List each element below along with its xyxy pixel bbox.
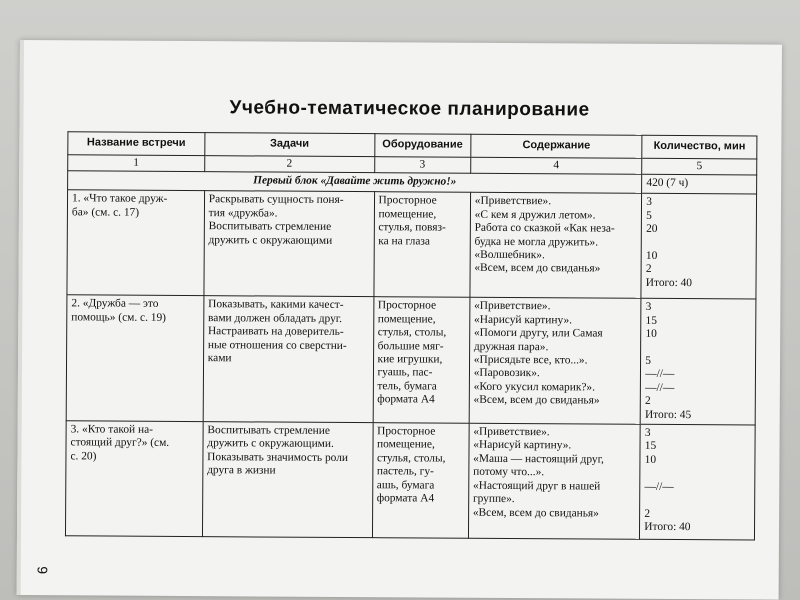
tasks-cell bbox=[202, 422, 372, 538]
header-minutes: Количество, мин bbox=[642, 135, 757, 159]
cell-line: дружить с окружающими bbox=[208, 233, 333, 247]
cell-line: 3 bbox=[644, 426, 651, 439]
cell-line: «Присядьте все, кто...». bbox=[473, 353, 588, 367]
cell-line: Показывать, какими качест- bbox=[208, 298, 344, 312]
cell-line: гуашь, пас- bbox=[377, 366, 433, 379]
cell-line: стулья, столы, bbox=[376, 452, 446, 465]
cell-line: помещение, bbox=[377, 313, 436, 326]
cell-line: «Всем, всем до свиданья» bbox=[472, 506, 599, 520]
cell-line: 5 bbox=[646, 209, 652, 222]
cell-line: 15 bbox=[645, 314, 657, 327]
column-number: 3 bbox=[374, 157, 470, 174]
cell-line: «Всем, всем до свиданья» bbox=[474, 262, 601, 275]
cell-line: стулья, повяз- bbox=[378, 221, 446, 234]
cell-line: «Паровозик». bbox=[473, 367, 540, 380]
cell-line: «Маша — настоящий друг, bbox=[473, 452, 604, 466]
cell-line: вами должен обладать друг. bbox=[208, 311, 343, 325]
equipment-cell bbox=[373, 192, 470, 298]
cell-line: 3 bbox=[646, 196, 653, 209]
cell-line: Воспитывать стремление bbox=[208, 220, 332, 234]
meeting-name-cell bbox=[65, 421, 202, 537]
cell-line: «Настоящий друг в нашей bbox=[473, 479, 601, 493]
cell-line: дружная пара». bbox=[473, 340, 549, 353]
cell-line bbox=[645, 341, 751, 355]
cell-line: «Нарисуй картину». bbox=[474, 313, 573, 327]
cell-line bbox=[644, 494, 750, 508]
minutes-cell bbox=[641, 194, 756, 300]
cell-line: 1. «Что такое друж- bbox=[71, 192, 168, 206]
column-number: 5 bbox=[642, 158, 757, 175]
cell-line: 10 bbox=[645, 249, 658, 262]
cell-line: Воспитывать стремление bbox=[207, 424, 330, 437]
cell-line: 3. «Кто такой на- bbox=[70, 423, 154, 436]
cell-line: дружить с окружающими. bbox=[207, 437, 334, 451]
cell-line: кие игрушки, bbox=[377, 353, 443, 366]
content-cell bbox=[469, 298, 641, 425]
header-content: Содержание bbox=[471, 134, 643, 158]
column-number: 2 bbox=[204, 156, 374, 173]
cell-line: 2. «Дружба — это bbox=[71, 297, 159, 311]
cell-line: формата А4 bbox=[376, 492, 435, 505]
book-page bbox=[17, 40, 782, 600]
cell-line: 15 bbox=[644, 440, 657, 453]
column-number: 4 bbox=[470, 157, 642, 174]
header-tasks: Задачи bbox=[205, 133, 375, 157]
tasks-cell bbox=[203, 296, 374, 423]
tasks-cell bbox=[204, 191, 374, 297]
table-row bbox=[65, 421, 755, 540]
header-equipment: Оборудование bbox=[374, 134, 470, 158]
cell-line: ба» (см. с. 17) bbox=[71, 206, 140, 219]
cell-line: «Приветствие». bbox=[474, 300, 551, 313]
cell-line: потому что...». bbox=[473, 466, 545, 479]
cell-line: стулья, столы, bbox=[377, 326, 447, 339]
cell-line: «Нарисуй картину». bbox=[473, 439, 572, 452]
cell-line: с. 20) bbox=[70, 450, 97, 463]
cell-line: «Помоги другу, или Самая bbox=[473, 326, 603, 340]
meeting-name-cell bbox=[67, 190, 204, 296]
planning-table bbox=[65, 131, 757, 540]
cell-line: помощь» (см. с. 19) bbox=[71, 311, 167, 324]
block-title: Первый блок «Давайте жить дружно!» bbox=[68, 171, 642, 194]
cell-line: «Приветствие». bbox=[473, 425, 550, 439]
cell-line: ка на глаза bbox=[378, 234, 430, 248]
cell-line: 2 bbox=[644, 507, 651, 520]
cell-line: Итого: 45 bbox=[644, 408, 692, 421]
cell-line: тия «дружба». bbox=[208, 206, 278, 220]
cell-line: 3 bbox=[645, 301, 652, 314]
header-name: Название встречи bbox=[68, 132, 205, 156]
cell-line: Просторное bbox=[378, 194, 437, 207]
cell-line: ашь, бумага bbox=[376, 478, 435, 492]
cell-line bbox=[646, 236, 752, 250]
cell-line: помещение, bbox=[377, 438, 435, 452]
cell-line: «С кем я дружил летом». bbox=[474, 208, 596, 222]
cell-line: группе». bbox=[472, 492, 515, 506]
page-number: 9 bbox=[34, 566, 51, 575]
table-row bbox=[66, 295, 756, 425]
column-number: 1 bbox=[68, 155, 205, 172]
equipment-cell bbox=[372, 423, 469, 539]
cell-line: помещение, bbox=[378, 208, 437, 221]
meeting-name-cell bbox=[66, 295, 204, 421]
cell-line: Настраивать на доверитель- bbox=[207, 325, 344, 339]
cell-line: Работа со сказкой «Как неза- bbox=[474, 221, 615, 235]
cell-line: тель, бумага bbox=[377, 380, 437, 393]
cell-line: 2 bbox=[645, 263, 652, 276]
cell-line: пастель, гу- bbox=[376, 465, 434, 478]
cell-line: «Волшебник». bbox=[474, 248, 545, 262]
cell-line: 20 bbox=[646, 223, 658, 236]
cell-line: Итого: 40 bbox=[644, 520, 691, 534]
cell-line: 10 bbox=[645, 328, 657, 341]
cell-line: Итого: 40 bbox=[645, 276, 693, 289]
cell-line: друга в жизни bbox=[207, 464, 276, 477]
cell-line: стоящий друг?» (см. bbox=[70, 436, 170, 450]
equipment-cell bbox=[373, 297, 470, 423]
cell-line: ные отношения со сверстни- bbox=[207, 338, 347, 352]
cell-line: Раскрывать сущность поня- bbox=[208, 193, 344, 207]
cell-line bbox=[645, 467, 751, 481]
cell-line: «Приветствие». bbox=[474, 195, 552, 208]
cell-line: ками bbox=[207, 352, 232, 365]
minutes-cell bbox=[640, 424, 755, 540]
cell-line: Показывать значимость роли bbox=[207, 451, 349, 464]
cell-line: Просторное bbox=[377, 425, 436, 438]
cell-line: Просторное bbox=[377, 299, 437, 312]
cell-line: 2 bbox=[645, 395, 651, 408]
cell-line: большие мяг- bbox=[377, 339, 444, 353]
page-title: Учебно-тематическое планирование bbox=[229, 97, 590, 121]
cell-line: 5 bbox=[645, 354, 652, 367]
table-row bbox=[67, 190, 757, 299]
block-total: 420 (7 ч) bbox=[642, 175, 757, 195]
content-cell bbox=[468, 423, 640, 539]
cell-line: «Кого укусил комарик?». bbox=[473, 380, 596, 394]
content-cell bbox=[470, 193, 642, 299]
minutes-cell bbox=[640, 299, 756, 425]
cell-line: будка не могла дружить». bbox=[474, 235, 599, 249]
cell-line: —//— bbox=[645, 381, 675, 394]
cell-line: 10 bbox=[644, 453, 657, 466]
cell-line: —//— bbox=[644, 480, 674, 493]
cell-line: формата А4 bbox=[377, 393, 435, 406]
cell-line: —//— bbox=[645, 368, 675, 381]
cell-line: «Всем, всем до свиданья» bbox=[473, 394, 600, 407]
